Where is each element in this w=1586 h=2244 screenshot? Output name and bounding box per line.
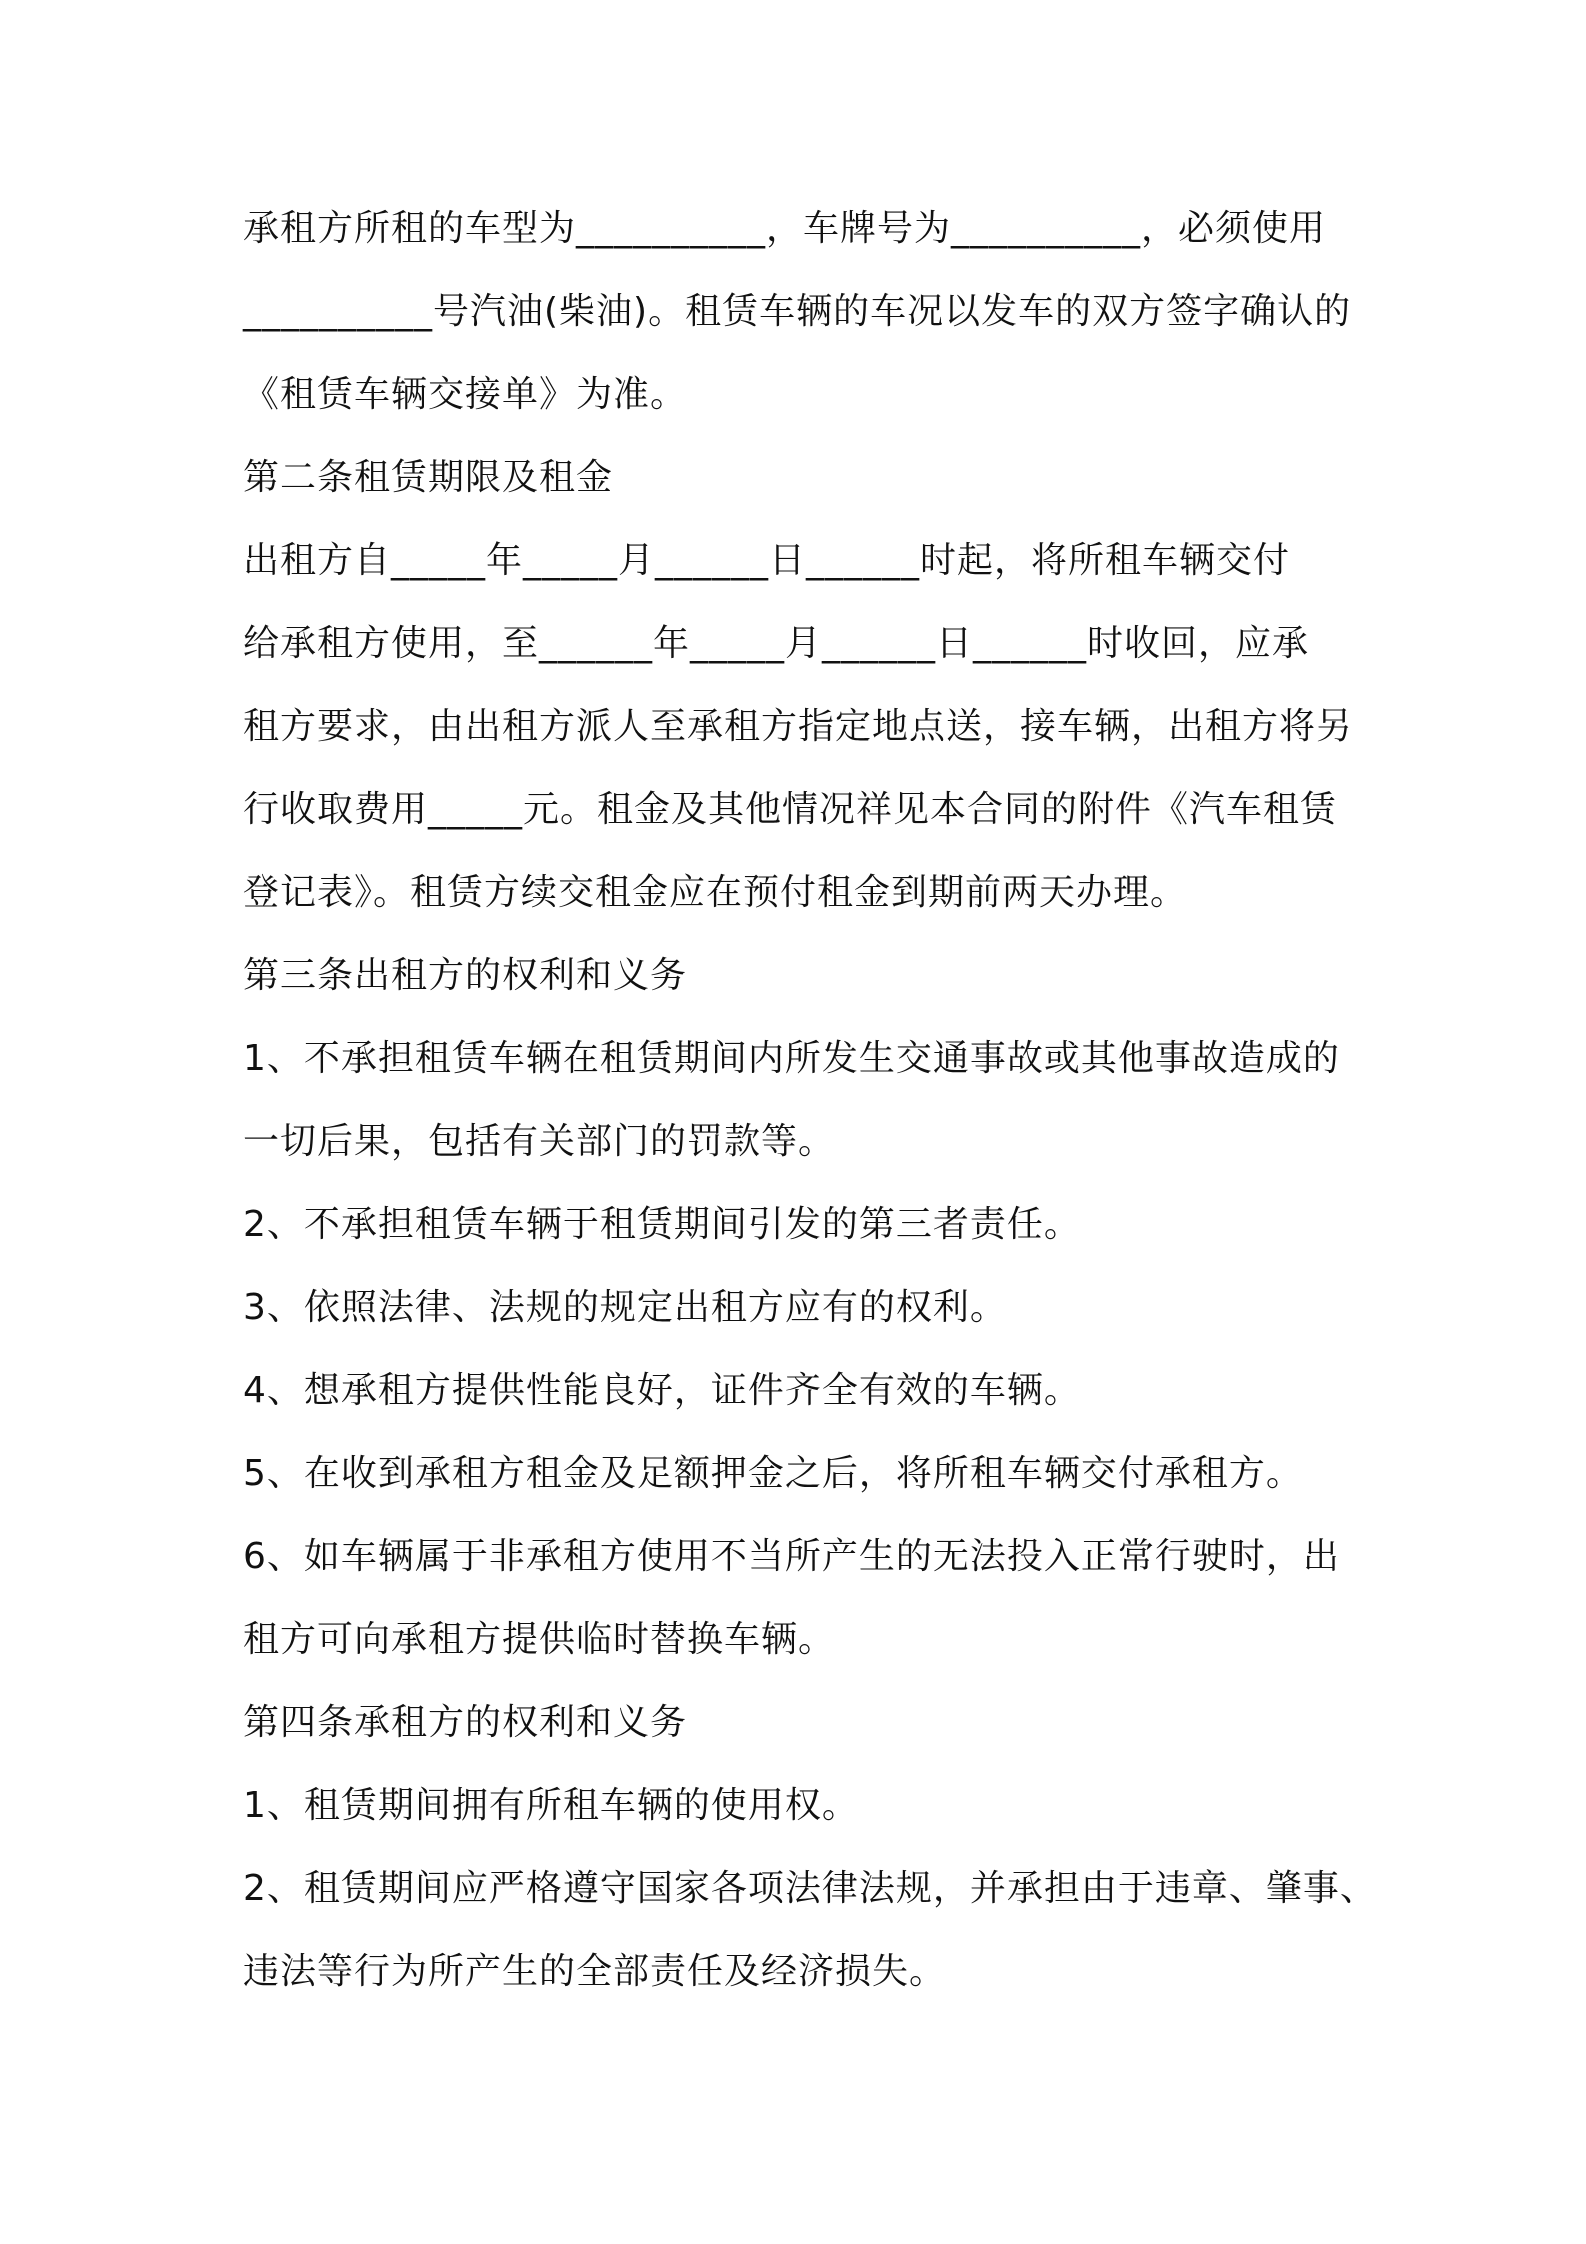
heading-article-2: 第二条租赁期限及租金 — [243, 457, 614, 498]
list-item-lessor-3: 3、依照法律、法规的规定出租方应有的权利。 — [243, 1287, 1007, 1328]
list-item-lessor-1-line-2: 一切后果，包括有关部门的罚款等。 — [243, 1121, 836, 1162]
list-item-lessee-1: 1、租赁期间拥有所租车辆的使用权。 — [243, 1785, 859, 1826]
paragraph-vehicle-line-1: 承租方所租的车型为__________，车牌号为__________，必须使用 — [243, 208, 1327, 249]
list-item-lessor-6-line-1: 6、如车辆属于非承租方使用不当所产生的无法投入正常行驶时，出 — [243, 1536, 1340, 1577]
paragraph-vehicle-line-2: __________号汽油(柴油)。租赁车辆的车况以发车的双方签字确认的 — [243, 291, 1352, 332]
paragraph-term-line-5: 登记表》。租赁方续交租金应在预付租金到期前两天办理。 — [243, 872, 1188, 913]
list-item-lessee-2-line-2: 违法等行为所产生的全部责任及经济损失。 — [243, 1951, 947, 1992]
paragraph-term-line-1: 出租方自_____年_____月______日______时起，将所租车辆交付 — [243, 540, 1291, 581]
list-item-lessor-5: 5、在收到承租方租金及足额押金之后，将所租车辆交付承租方。 — [243, 1453, 1303, 1494]
heading-article-3: 第三条出租方的权利和义务 — [243, 955, 688, 996]
paragraph-term-line-3: 租方要求，由出租方派人至承租方指定地点送，接车辆，出租方将另 — [243, 706, 1354, 747]
paragraph-vehicle-line-3: 《租赁车辆交接单》为准。 — [243, 374, 688, 415]
list-item-lessor-1-line-1: 1、不承担租赁车辆在租赁期间内所发生交通事故或其他事故造成的 — [243, 1038, 1340, 1079]
list-item-lessor-2: 2、不承担租赁车辆于租赁期间引发的第三者责任。 — [243, 1204, 1081, 1245]
paragraph-term-line-4: 行收取费用_____元。租金及其他情况祥见本合同的附件《汽车租赁 — [243, 789, 1338, 830]
paragraph-term-line-2: 给承租方使用，至______年_____月______日______时收回，应承 — [243, 623, 1310, 664]
list-item-lessor-4: 4、想承租方提供性能良好，证件齐全有效的车辆。 — [243, 1370, 1081, 1411]
heading-article-4: 第四条承租方的权利和义务 — [243, 1702, 688, 1743]
list-item-lessor-6-line-2: 租方可向承租方提供临时替换车辆。 — [243, 1619, 836, 1660]
list-item-lessee-2-line-1: 2、租赁期间应严格遵守国家各项法律法规，并承担由于违章、肇事、 — [243, 1868, 1377, 1909]
